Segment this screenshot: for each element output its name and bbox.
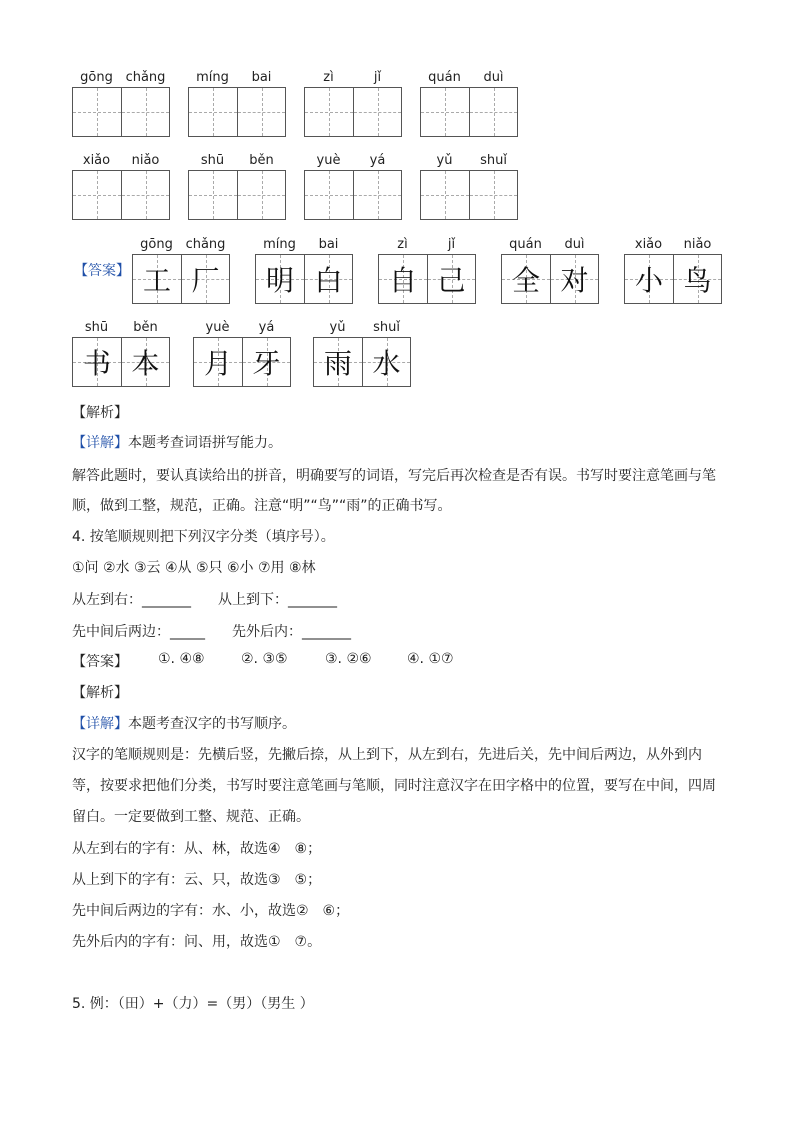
paragraph: 留白。一定要做到工整、规范、正确。	[72, 809, 310, 825]
analysis-label: 【解析】	[72, 405, 128, 421]
word-grid	[132, 236, 230, 304]
pinyin-syllable: duì	[564, 237, 585, 252]
word-grid	[188, 152, 286, 220]
tianzige-cell[interactable]	[305, 171, 353, 219]
tianzige-boxes	[188, 170, 286, 220]
pinyin-row	[193, 319, 291, 337]
tianzige-cell[interactable]	[353, 88, 401, 136]
tianzige-cell[interactable]	[73, 88, 121, 136]
hanzi-char: 自	[388, 264, 417, 297]
answer-4: ④. ①⑦	[407, 651, 454, 667]
detail-label: 【详解】	[72, 716, 128, 732]
hanzi-char: 对	[560, 264, 589, 297]
word-grid	[72, 152, 170, 220]
pinyin-syllable: niǎo	[683, 237, 712, 252]
word-grid	[420, 69, 518, 137]
result-line: 先外后内的字有：问、用，故选① ⑦。	[72, 934, 322, 950]
pinyin-syllable: shuǐ	[373, 320, 400, 335]
question-items: ①问 ②水 ③云 ④从 ⑤只 ⑥小 ⑦用 ⑧林	[72, 560, 316, 576]
word-grid	[72, 319, 170, 387]
tianzige-boxes	[304, 170, 402, 220]
question-4: 4. 按笔顺规则把下列汉字分类（填序号）。	[72, 529, 335, 545]
tianzige-cell	[427, 255, 475, 303]
pinyin-syllable: yá	[258, 320, 275, 335]
tianzige-cell	[73, 338, 121, 386]
pinyin-row	[188, 152, 286, 170]
pinyin-row	[72, 152, 170, 170]
answer-2: ②. ③⑤	[241, 651, 288, 667]
pinyin-syllable: yǔ	[329, 320, 346, 335]
word-grid	[304, 69, 402, 137]
tianzige-cell	[256, 255, 304, 303]
hanzi-char: 全	[511, 264, 540, 297]
pinyin-syllable: chǎng	[185, 237, 226, 252]
hanzi-char: 水	[372, 347, 401, 380]
tianzige-cell[interactable]	[189, 171, 237, 219]
hanzi-char: 书	[82, 347, 111, 380]
word-grid	[501, 236, 599, 304]
pinyin-syllable: zì	[397, 237, 408, 252]
tianzige-boxes	[72, 87, 170, 137]
tianzige-cell[interactable]	[305, 88, 353, 136]
tianzige-boxes	[188, 87, 286, 137]
word-grid	[304, 152, 402, 220]
pinyin-syllable: shū	[84, 320, 109, 335]
word-grid	[193, 319, 291, 387]
pinyin-row	[420, 69, 518, 87]
pinyin-syllable: shū	[200, 153, 225, 168]
pinyin-syllable: yuè	[205, 320, 230, 335]
hanzi-char: 雨	[323, 347, 352, 380]
hanzi-char: 牙	[252, 347, 281, 380]
tianzige-cell[interactable]	[353, 171, 401, 219]
tianzige-boxes	[420, 87, 518, 137]
pinyin-syllable: xiǎo	[82, 153, 111, 168]
tianzige-cell	[242, 338, 290, 386]
pinyin-row	[313, 319, 411, 337]
tianzige-cell[interactable]	[469, 88, 517, 136]
hanzi-char: 小	[634, 264, 663, 297]
pinyin-syllable: běn	[133, 320, 158, 335]
detail-label: 【详解】	[72, 435, 128, 451]
pinyin-row	[378, 236, 476, 254]
tianzige-cell	[502, 255, 550, 303]
tianzige-cell[interactable]	[73, 171, 121, 219]
tianzige-cell	[625, 255, 673, 303]
pinyin-syllable: běn	[249, 153, 274, 168]
detail-text: 本题考查汉字的书写顺序。	[128, 716, 296, 732]
pinyin-syllable: yǔ	[436, 153, 453, 168]
pinyin-syllable: bai	[318, 237, 339, 252]
paragraph: 等，按要求把他们分类，书写时要注意笔画与笔顺，同时注意汉字在田字格中的位置，要写在中间，四周	[72, 778, 716, 794]
pinyin-row	[501, 236, 599, 254]
tianzige-cell	[304, 255, 352, 303]
hanzi-char: 厂	[191, 264, 220, 297]
pinyin-syllable: niǎo	[131, 153, 160, 168]
tianzige-cell	[133, 255, 181, 303]
hanzi-char: 月	[203, 347, 232, 380]
analysis-label: 【解析】	[72, 685, 128, 701]
tianzige-boxes	[378, 254, 476, 304]
fill-outside-inside: 先外后内：_______	[232, 624, 351, 640]
tianzige-cell[interactable]	[237, 171, 285, 219]
hanzi-char: 己	[437, 264, 466, 297]
pinyin-syllable: duì	[483, 70, 504, 85]
pinyin-syllable: míng	[196, 70, 229, 85]
question-5: 5. 例：（田）+（力）=（男）（男生 ）	[72, 996, 314, 1012]
pinyin-row	[624, 236, 722, 254]
tianzige-cell	[194, 338, 242, 386]
tianzige-cell[interactable]	[469, 171, 517, 219]
result-line: 从左到右的字有：从、林，故选④ ⑧；	[72, 841, 322, 857]
result-line: 从上到下的字有：云、只，故选③ ⑤；	[72, 872, 322, 888]
fill-middle-sides: 先中间后两边：_____	[72, 624, 205, 640]
paragraph: 汉字的笔顺规则是：先横后竖，先撇后捺，从上到下，从左到右，先进后关，先中间后两边，从外到内	[72, 747, 702, 763]
pinyin-row	[132, 236, 230, 254]
tianzige-cell	[673, 255, 721, 303]
tianzige-cell[interactable]	[421, 88, 469, 136]
detail-line	[72, 432, 282, 452]
tianzige-cell[interactable]	[421, 171, 469, 219]
hanzi-char: 白	[314, 264, 343, 297]
tianzige-cell[interactable]	[189, 88, 237, 136]
tianzige-cell[interactable]	[237, 88, 285, 136]
pinyin-syllable: jǐ	[373, 70, 382, 85]
word-grid	[420, 152, 518, 220]
tianzige-boxes	[313, 337, 411, 387]
answer-label: 【答案】	[74, 263, 130, 279]
tianzige-cell[interactable]	[121, 171, 169, 219]
fill-top-bottom: 从上到下：_______	[218, 592, 337, 608]
pinyin-syllable: chǎng	[125, 70, 166, 85]
tianzige-cell[interactable]	[121, 88, 169, 136]
answer-label: 【答案】	[72, 654, 128, 670]
detail-text: 本题考查词语拼写能力。	[128, 435, 282, 451]
fill-left-right: 从左到右：_______	[72, 592, 191, 608]
tianzige-cell	[550, 255, 598, 303]
pinyin-row	[255, 236, 353, 254]
tianzige-boxes	[72, 170, 170, 220]
tianzige-boxes	[255, 254, 353, 304]
tianzige-cell	[121, 338, 169, 386]
pinyin-row	[304, 69, 402, 87]
tianzige-boxes	[193, 337, 291, 387]
pinyin-row	[72, 319, 170, 337]
pinyin-syllable: bai	[251, 70, 272, 85]
pinyin-row	[304, 152, 402, 170]
tianzige-boxes	[501, 254, 599, 304]
word-grid	[624, 236, 722, 304]
tianzige-cell	[314, 338, 362, 386]
pinyin-syllable: jǐ	[447, 237, 456, 252]
hanzi-char: 本	[131, 347, 160, 380]
word-grid	[313, 319, 411, 387]
hanzi-char: 工	[142, 264, 171, 297]
tianzige-boxes	[420, 170, 518, 220]
pinyin-syllable: yá	[369, 153, 386, 168]
hanzi-char: 鸟	[683, 264, 712, 297]
word-grid	[188, 69, 286, 137]
tianzige-boxes	[72, 337, 170, 387]
pinyin-row	[188, 69, 286, 87]
pinyin-row	[420, 152, 518, 170]
pinyin-row	[72, 69, 170, 87]
tianzige-boxes	[132, 254, 230, 304]
answer-3: ③. ②⑥	[325, 651, 372, 667]
pinyin-syllable: shuǐ	[480, 153, 507, 168]
paragraph: 解答此题时，要认真读给出的拼音，明确要写的词语，写完后再次检查是否有误。书写时要注意笔画与笔	[72, 468, 716, 484]
pinyin-syllable: gōng	[80, 70, 113, 85]
word-grid	[72, 69, 170, 137]
pinyin-syllable: míng	[263, 237, 296, 252]
tianzige-cell	[379, 255, 427, 303]
result-line: 先中间后两边的字有：水、小，故选② ⑥；	[72, 903, 350, 919]
paragraph: 顺，做到工整，规范，正确。注意“明”“鸟”“雨”的正确书写。	[72, 498, 452, 514]
word-grid	[255, 236, 353, 304]
pinyin-syllable: quán	[428, 70, 461, 85]
answer-1: ①. ④⑧	[158, 651, 205, 667]
pinyin-syllable: xiǎo	[634, 237, 663, 252]
tianzige-cell	[181, 255, 229, 303]
word-grid	[378, 236, 476, 304]
hanzi-char: 明	[265, 264, 294, 297]
tianzige-boxes	[624, 254, 722, 304]
pinyin-syllable: quán	[509, 237, 542, 252]
detail-line	[72, 713, 296, 733]
tianzige-cell	[362, 338, 410, 386]
tianzige-boxes	[304, 87, 402, 137]
pinyin-syllable: yuè	[316, 153, 341, 168]
pinyin-syllable: zì	[323, 70, 334, 85]
pinyin-syllable: gōng	[140, 237, 173, 252]
